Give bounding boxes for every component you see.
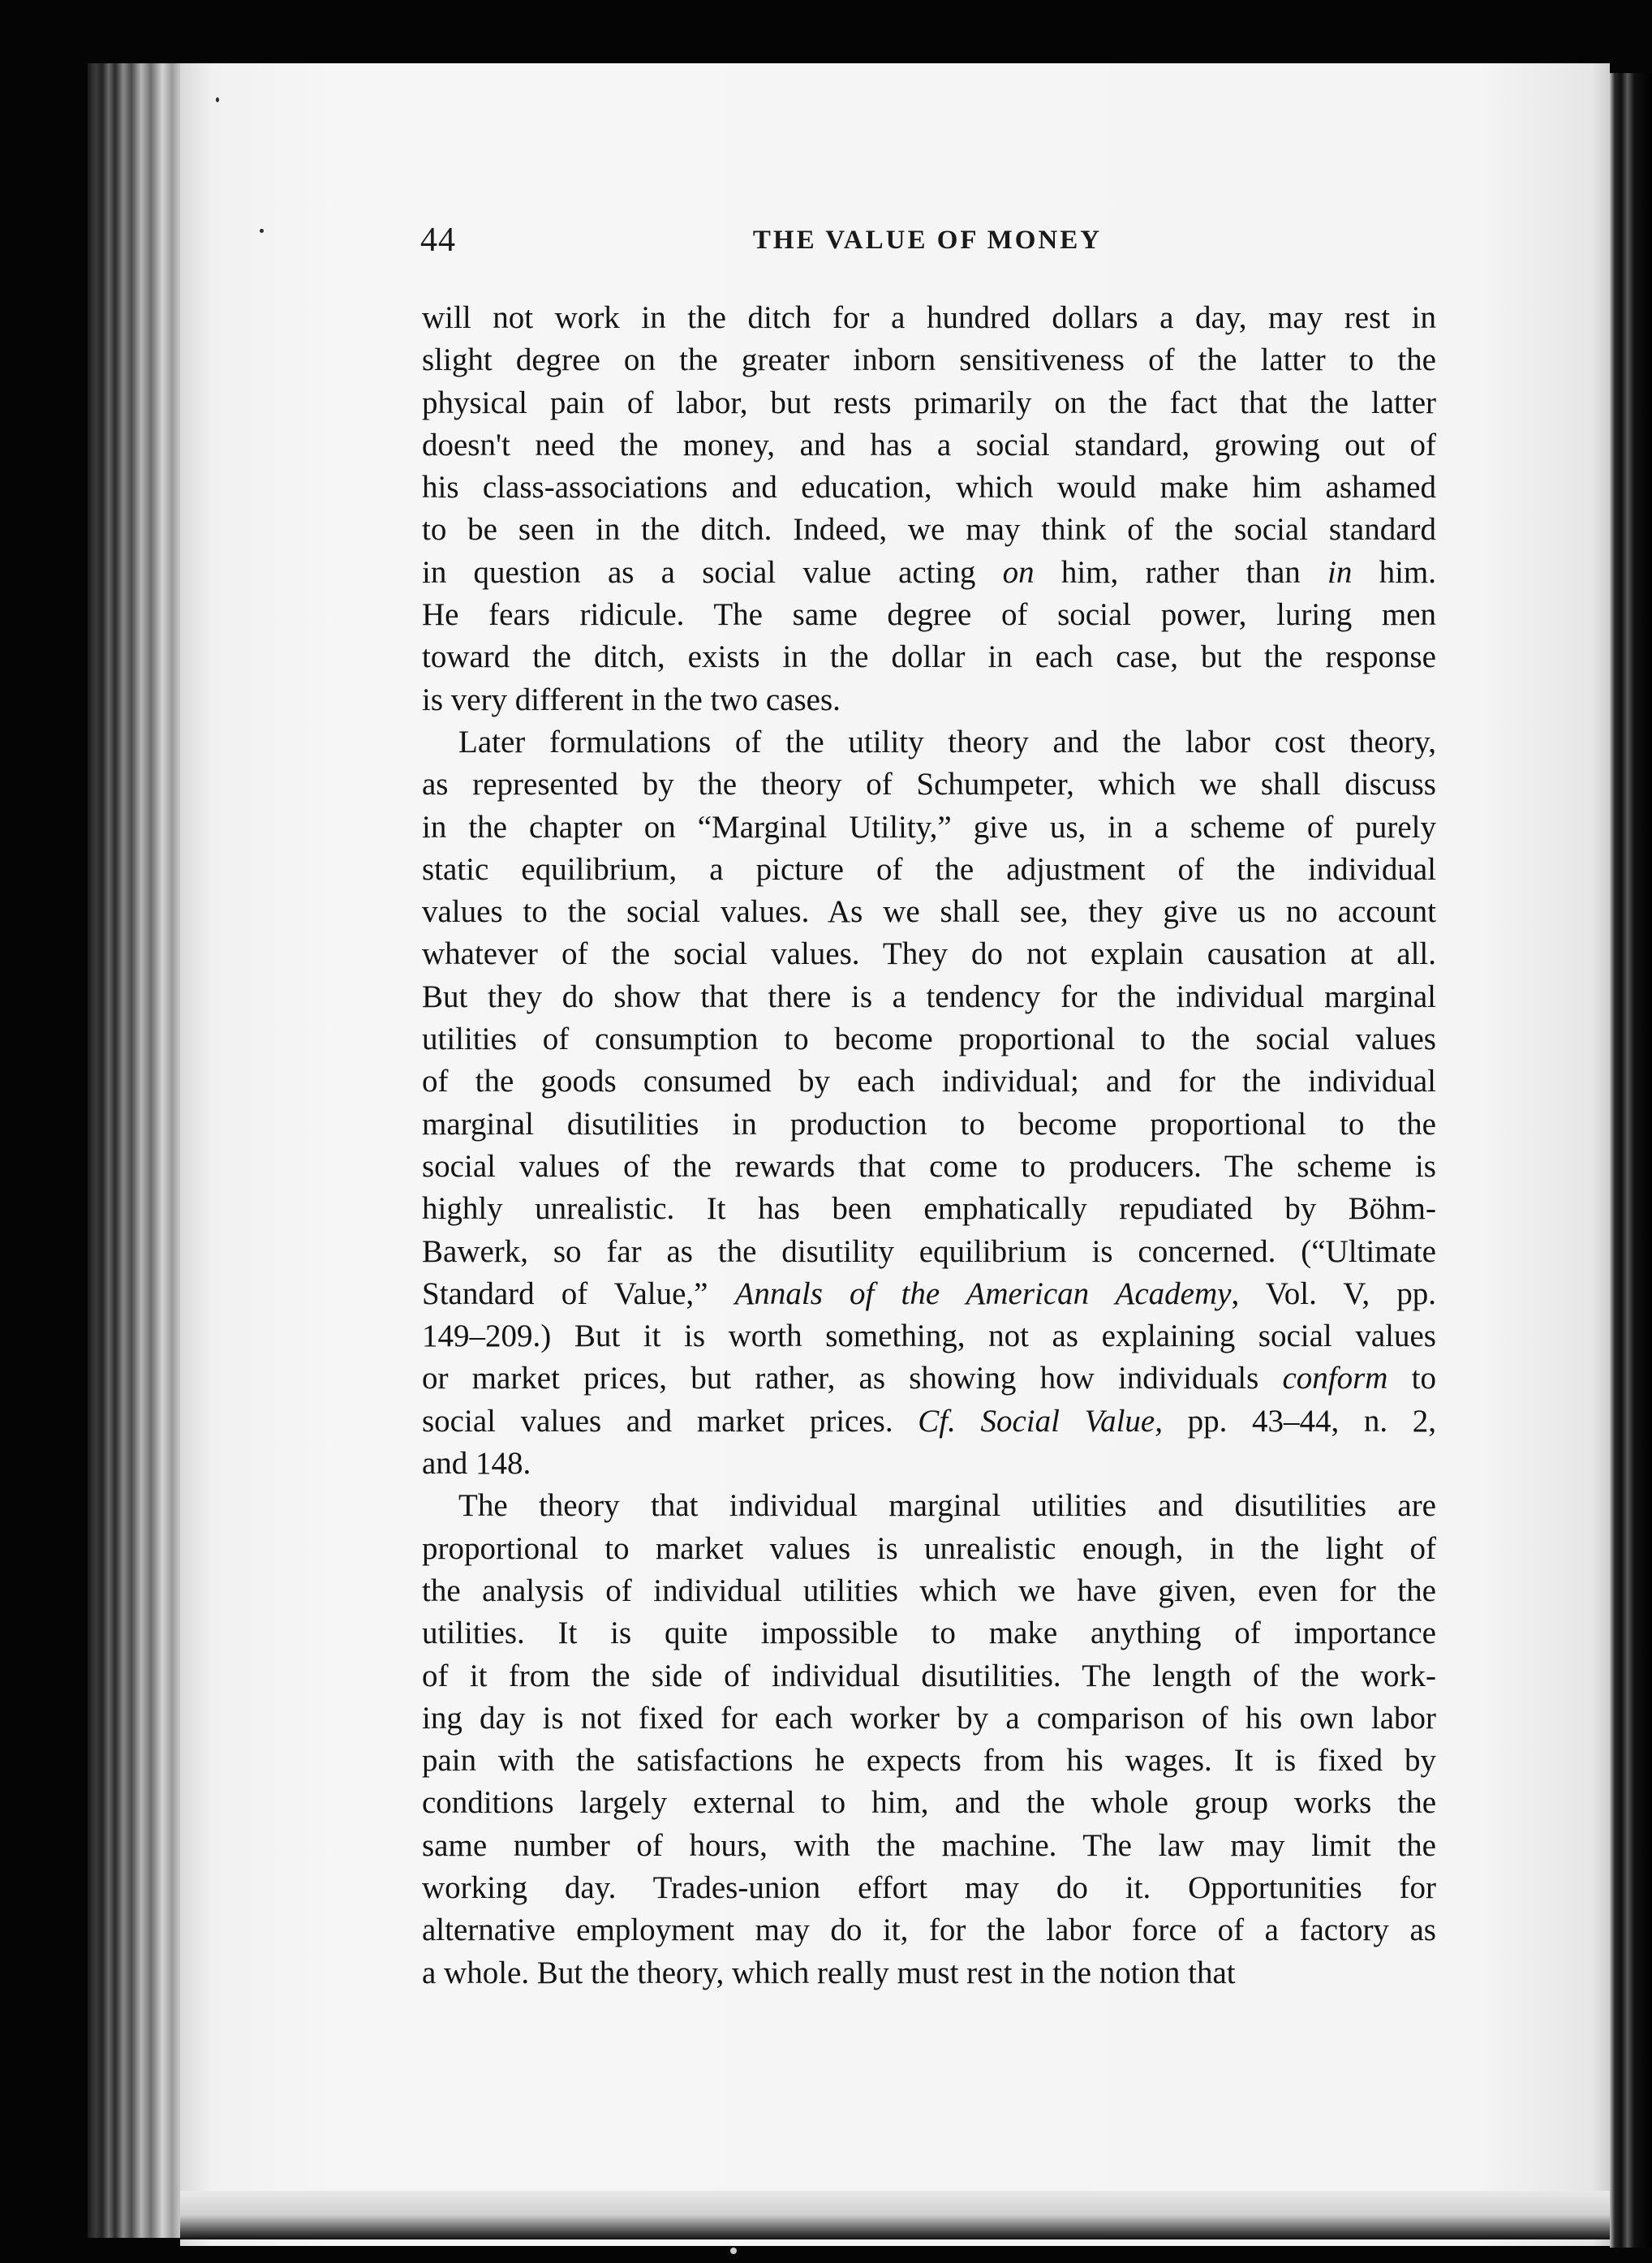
text-line: alternative employment may do it, for the labor force of a factory as — [422, 1912, 1436, 1948]
text-line: But they do show that there is a tendency for the individual marginal — [422, 979, 1436, 1014]
page-edge-bottom — [180, 2191, 1610, 2239]
text-line: values to the social values. As we shall see, they give us no account — [422, 894, 1436, 930]
text-line: static equilibrium, a picture of the adjustment of the individual — [422, 851, 1436, 887]
running-title: THE VALUE OF MONEY — [752, 226, 1103, 255]
text-line: in question as a social value acting on him, rather than in him. — [422, 554, 1436, 590]
book-spine — [88, 63, 185, 2238]
text-line: utilities. It is quite impossible to make anything of importance — [422, 1616, 1436, 1651]
text-line: Bawerk, so far as the disutility equilibrium is concerned. (“Ultimate — [422, 1233, 1436, 1269]
text-line: whatever of the social values. They do not explain causation at all. — [422, 936, 1436, 972]
text-line: doesn't need the money, and has a social standard, growing out of — [422, 427, 1436, 462]
text-line: will not work in the ditch for a hundred dollars a day, may rest in — [422, 300, 1436, 335]
text-line: to be seen in the ditch. Indeed, we may think of the social standard — [422, 512, 1436, 548]
text-line: physical pain of labor, but rests primarily on the fact that the latter — [422, 385, 1436, 420]
text-line: He fears ridicule. The same degree of social power, luring men — [422, 597, 1436, 633]
paragraph — [422, 297, 1436, 721]
text-line: The theory that individual marginal utilities and disutilities are — [458, 1488, 1436, 1524]
running-head — [420, 221, 1435, 269]
body-text — [422, 297, 1436, 1994]
scan-speck — [260, 229, 264, 233]
text-line: as represented by the theory of Schumpeter, which we shall discuss — [422, 767, 1436, 802]
text-line: highly unrealistic. It has been emphatically repudiated by Böhm- — [422, 1191, 1436, 1227]
text-line: marginal disutilities in production to become proportional to the — [422, 1106, 1436, 1142]
paragraph — [422, 1485, 1436, 1994]
page-number: 44 — [420, 222, 456, 259]
text-line: pain with the satisfactions he expects from his wages. It is fixed by — [422, 1743, 1436, 1779]
text-line: his class-associations and education, which would make him ashamed — [422, 470, 1436, 506]
text-line: 149–209.) But it is worth something, not as explaining social values — [422, 1319, 1436, 1354]
paragraph — [422, 721, 1436, 1485]
text-line: of it from the side of individual disutilities. The length of the work- — [422, 1658, 1436, 1693]
scan-speck — [730, 2248, 737, 2254]
text-line: proportional to market values is unrealistic enough, in the light of — [422, 1530, 1436, 1566]
text-line: working day. Trades-union effort may do it. Opportunities for — [422, 1869, 1436, 1905]
text-line: social values and market prices. Cf. Social Value, pp. 43–44, n. 2, — [422, 1403, 1437, 1439]
scan-speck — [216, 97, 219, 102]
text-line: utilities of consumption to become proportional to the social values — [422, 1022, 1436, 1057]
text-line: the analysis of individual utilities which we have given, even for the — [422, 1572, 1436, 1608]
text-line: a whole. But the theory, which really must rest in the notion that — [422, 1955, 1236, 1990]
text-line: conditions largely external to him, and the whole group works the — [422, 1785, 1436, 1821]
text-line: in the chapter on “Marginal Utility,” give us, in a scheme of purely — [422, 809, 1436, 845]
text-line: social values of the rewards that come to producers. The scheme is — [422, 1148, 1436, 1184]
text-line: and 148. — [422, 1446, 531, 1482]
text-line: ing day is not fixed for each worker by a comparison of his own labor — [422, 1700, 1436, 1736]
text-line: toward the ditch, exists in the dollar in each case, but the response — [422, 639, 1436, 675]
text-line: is very different in the two cases. — [422, 682, 841, 717]
text-line: or market prices, but rather, as showing how individuals conform to — [422, 1361, 1436, 1396]
text-line: Later formulations of the utility theory and the labor cost theory, — [458, 724, 1436, 759]
page-edge-right — [1610, 73, 1652, 2248]
text-line: Standard of Value,” Annals of the American Academy, Vol. V, pp. — [422, 1276, 1436, 1311]
text-line: slight degree on the greater inborn sensitiveness of the latter to the — [422, 342, 1436, 378]
text-line: of the goods consumed by each individual; and for the individual — [422, 1064, 1436, 1099]
text-line: same number of hours, with the machine. The law may limit the — [422, 1827, 1436, 1863]
